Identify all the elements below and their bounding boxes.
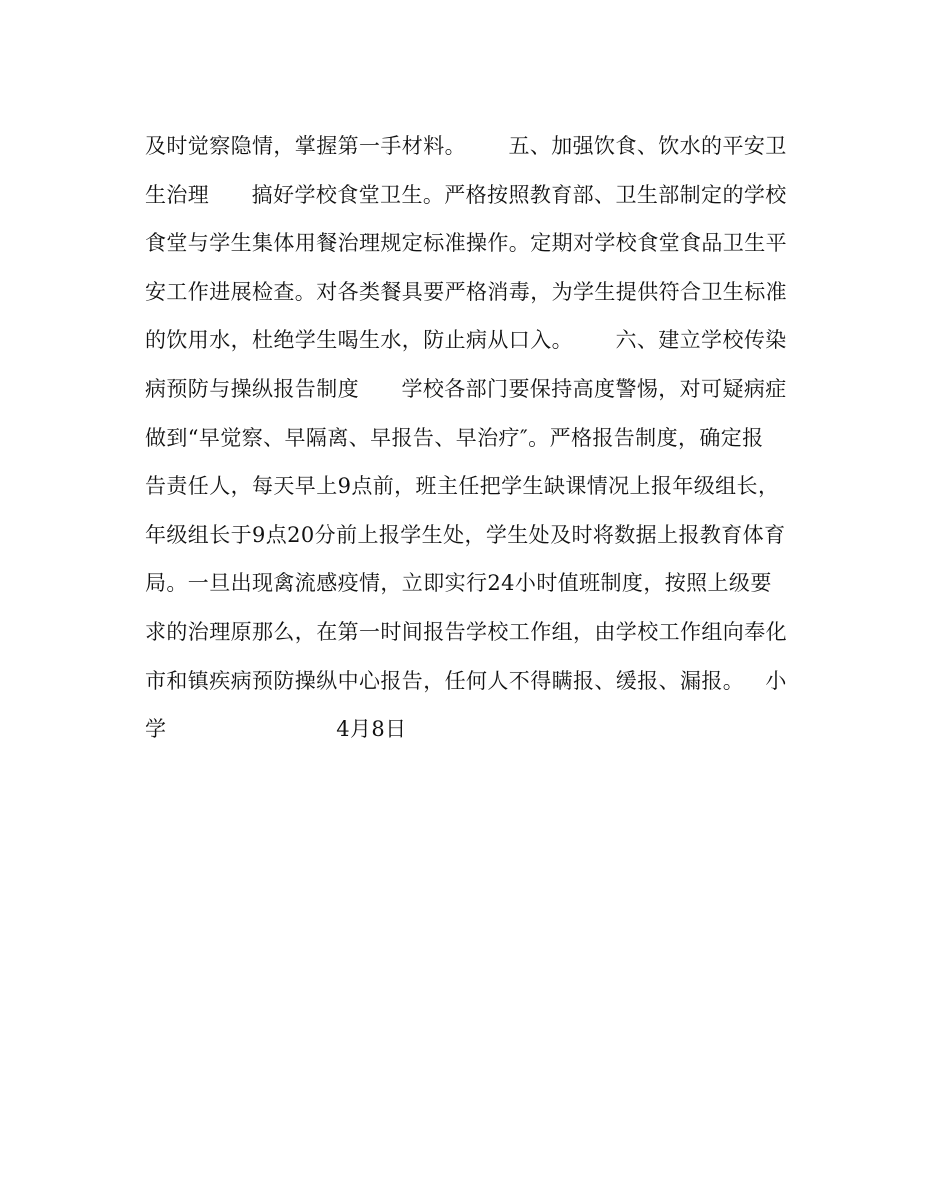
text-line-9: 年级组长于9点20分前上报学生处，学生处及时将数据上报教育体育 <box>145 522 786 547</box>
body-text <box>145 122 845 754</box>
text-line-7: 做到“早觉察、早隔离、早报告、早治疗″。严格报告制度，确定报 <box>145 425 764 450</box>
text-line-13: 学 4月8日 <box>145 717 407 742</box>
text-line-6: 病预防与操纵报告制度 学校各部门要保持高度警惕，对可疑病症 <box>145 376 787 401</box>
text-line-2: 生治理 搞好学校食堂卫生。严格按照教育部、卫生部制定的学校 <box>145 182 787 207</box>
text-line-4: 安工作进展检查。对各类餐具要严格消毒，为学生提供符合卫生标准 <box>145 279 787 304</box>
text-line-1: 及时觉察隐情，掌握第一手材料。 五、加强饮食、饮水的平安卫 <box>145 134 787 158</box>
text-line-12: 市和镇疾病预防操纵中心报告，任何人不得瞒报、缓报、漏报。 小 <box>145 668 787 693</box>
text-line-3: 食堂与学生集体用餐治理规定标准操作。定期对学校食堂食品卫生平 <box>145 231 787 256</box>
text-line-10: 局。一旦出现禽流感疫情，立即实行24小时值班制度，按照上级要 <box>145 571 772 596</box>
text-line-5: 的饮用水，杜绝学生喝生水，防止病从口入。 六、建立学校传染 <box>145 328 787 353</box>
text-line-11: 求的治理原那么，在第一时间报告学校工作组，由学校工作组向奉化 <box>145 619 787 644</box>
text-line-8: 告责任人，每天早上9点前，班主任把学生缺课情况上报年级组长， <box>145 474 780 499</box>
